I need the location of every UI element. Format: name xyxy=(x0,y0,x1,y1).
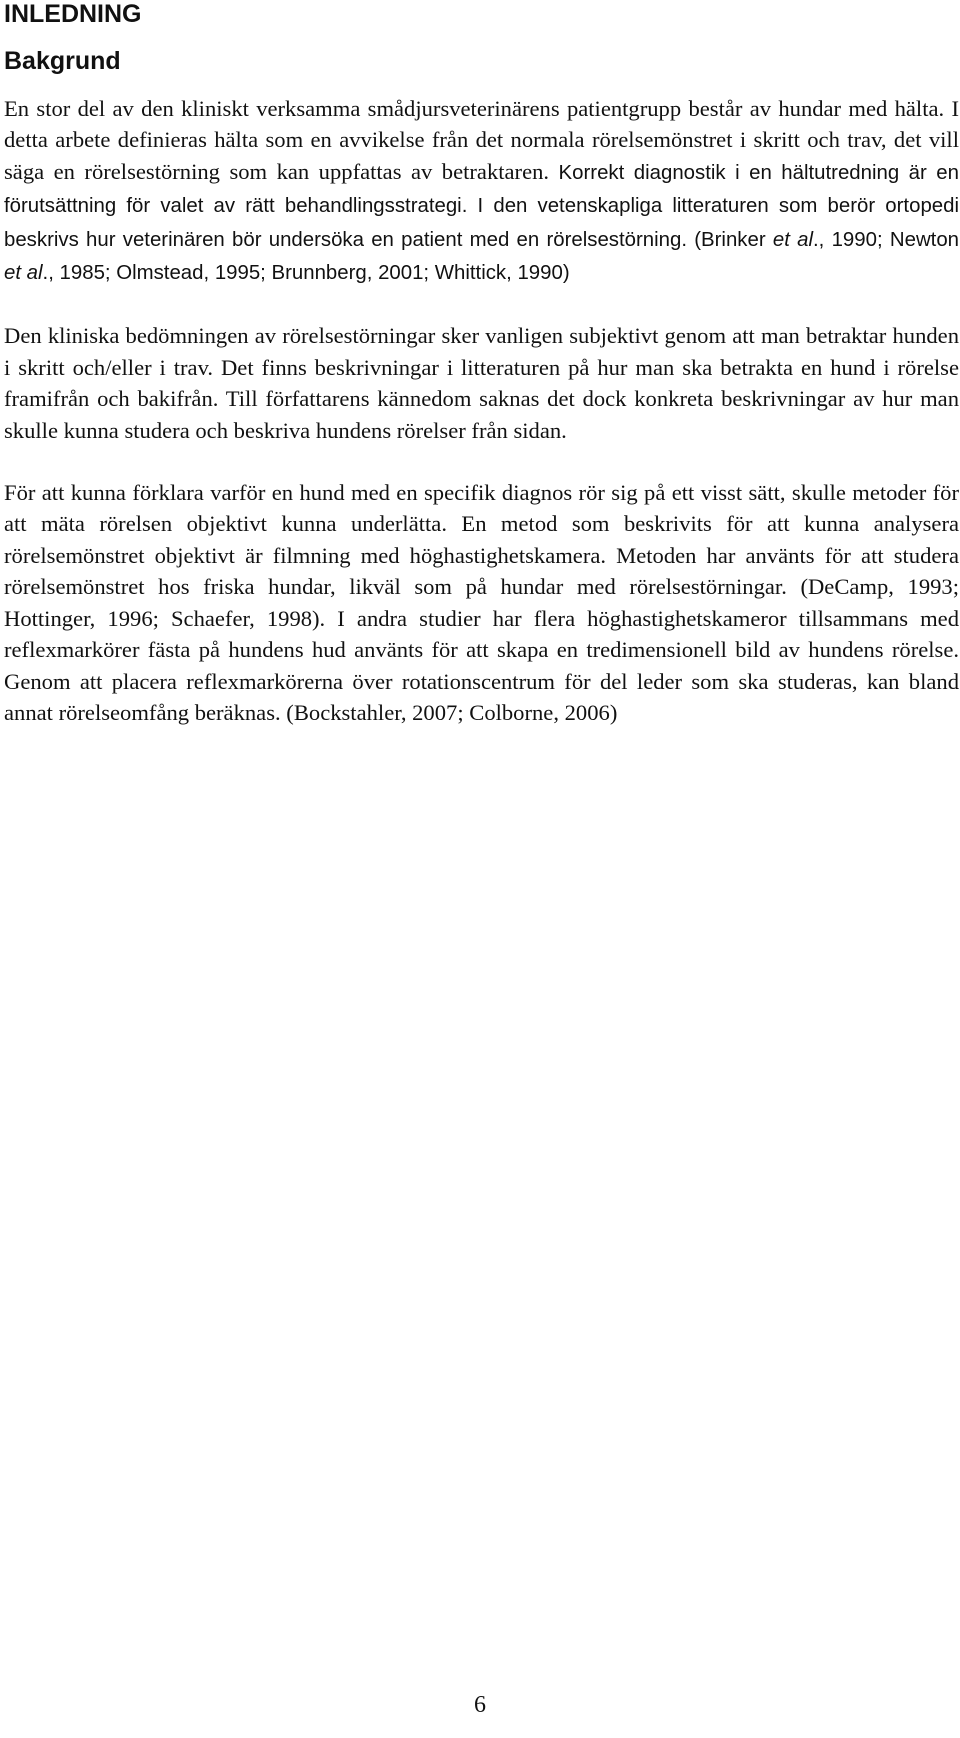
section-heading: INLEDNING xyxy=(4,0,142,28)
paragraph-objective-methods: För att kunna förklara varför en hund med en specifik diagnos rör sig på ett visst sätt, skulle metoder för att mäta rörelsen objektivt kunna underlätta. En metod som beskrivits för att kunna analysera rörelsemönstret objektivt är filmning med höghastighetskamera. Metoden har använts för att studera rörelsemönstret hos friska hundar, likväl som på hundar med rörelsestörningar. (DeCamp, 1993; Hottinger, 1996; Schaefer, 1998). I andra studier har flera höghastighetskameror tillsammans med reflexmarkörer fästa på hundens hud använts för att skapa en tredimensionell bild av hundens rörelse. Genom att placera reflexmarkörerna över rotationscentrum för del leder som ska studeras, kan bland annat rörelseomfång beräknas. (Bockstahler, 2007; Colborne, 2006) xyxy=(4,480,959,725)
paragraph-background-serif: En stor del av den kliniskt verksamma smådjursveterinärens patientgrupp består av hundar med hälta. I detta arbete definieras hälta som en avvikelse från det normala rörelsemönstret i skritt och trav, det vill säga en rörelsestörning som kan uppfattas av betraktaren. xyxy=(4,96,959,184)
paragraph-clinical-assessment: Den kliniska bedömningen av rörelsestörningar sker vanligen subjektivt genom att man betraktar hunden i skritt och/eller i trav. Det finns beskrivningar i litteraturen på hur man ska betrakta en hund i rörelse framifrån och bakifrån. Till författarens kännedom saknas det dock konkreta beskrivningar av hur man skulle kunna studera och beskriva hundens rörelser från sidan. xyxy=(4,323,959,443)
page-content xyxy=(4,0,959,728)
paragraph-background-sans-text-2: ., 1990; Newton xyxy=(813,228,960,251)
paragraph-background-sans-text-3: ., 1985; Olmstead, 1995; Brunnberg, 2001; Whittick, 1990) xyxy=(42,262,570,285)
subsection-heading: Bakgrund xyxy=(4,47,121,75)
page-number: 6 xyxy=(474,1692,486,1718)
citation-et-al-2: et al xyxy=(4,262,43,285)
citation-et-al-1: et al xyxy=(772,228,814,251)
paragraph-background xyxy=(4,93,959,289)
paragraph-background-sans-text: Korrekt diagnostik i en hältutredning är en förutsättning för valet av rätt behandlingsstrategi. I den vetenskapliga litteraturen som berör ortopedi beskrivs hur veterinären bör undersöka en patient med en rörelsestörning. (Brinker xyxy=(4,161,959,251)
